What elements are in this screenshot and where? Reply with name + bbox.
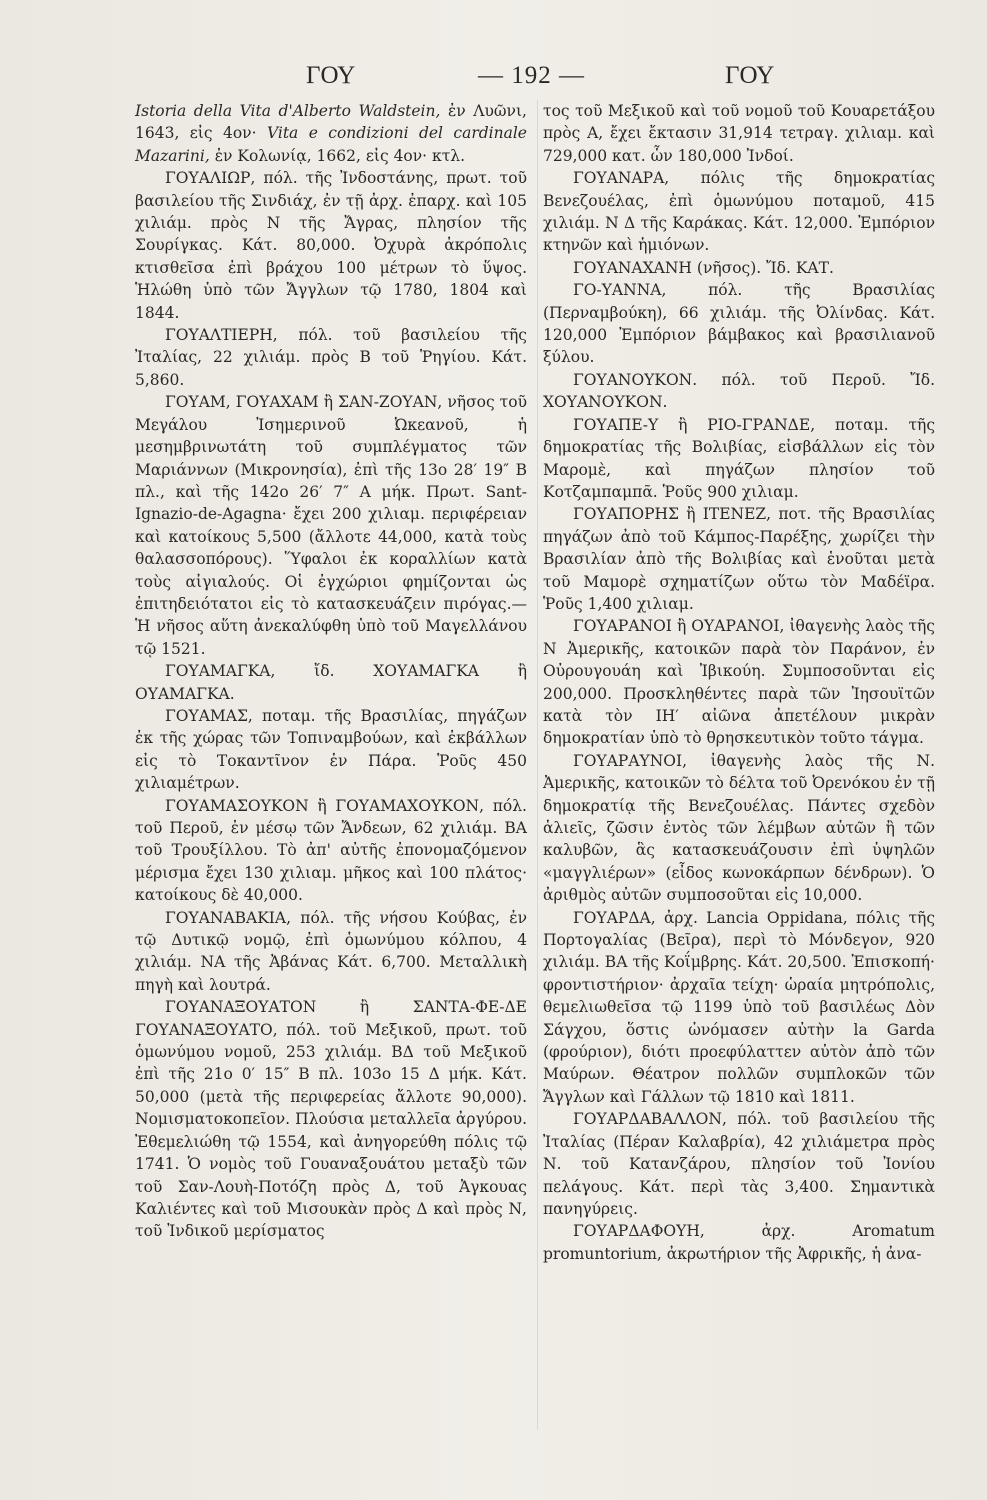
entry-body: πόλ. τοῦ Περοῦ. Ἴδ. ΧΟΥΑΝΟΥΚΟΝ. [543,370,935,412]
dictionary-entry [543,615,935,749]
page-number: — 192 — [478,62,585,89]
dictionary-entry [135,996,527,1242]
entry-title: ΓΟΥΑΜΑΓΚΑ, [165,662,276,681]
entry-body: πόλις τῆς δημοκρατίας Βενεζουέλας, ἐπὶ ὁμωνύμου ποταμοῦ, 415 χιλιάμ. Ν Δ τῆς Καράκας. Κάτ. 12,000. Ἐμπόριον κτηνῶν καὶ ἡμιόνων. [543,169,935,255]
dictionary-entry [543,1220,935,1265]
entry-title: ΓΟ-ΥΑΝΝΑ, [573,281,667,300]
header-left-guide-word: ΓΟΥ [306,62,356,89]
dictionary-entry [543,167,935,257]
entry-title: ΓΟΥΑΠΟΡΗΣ ἢ ΙΤΕΝΕΖ, [573,505,772,524]
entry-body-italic: Istoria della Vita d'Alberto Waldstein, [135,102,441,120]
right-column [543,100,935,1265]
entry-title: ΓΟΥΑΜΑΣΟΥΚΟΝ ἢ ΓΟΥΑΜΑΧΟΥΚΟΝ, [165,796,485,815]
entry-body: ποτ. τῆς Βρασιλίας πηγάζων ἀπὸ τοῦ Κάμπος-Παρέξης, χωρίζει τὴν Βρασιλίαν ἀπὸ τῆς Βολιβίας καὶ ἑνοῦται μετὰ τοῦ Μαμορὲ σχηματίζων οὕτω τὸν Μαδέϊρα. Ῥοῦς 1,400 χιλιαμ. [543,505,935,613]
dictionary-entry [135,167,527,324]
entry-title: ΓΟΥΑΝΑΧΑΝΗ [573,258,692,277]
dictionary-entry [135,324,527,391]
entry-body: πόλ. τῆς Βρασιλίας (Περναμβούκη), 66 χιλιάμ. τῆς Ὀλίνδας. Κάτ. 120,000 Ἐμπόριον βάμβακος καὶ βρασιλιανοῦ ξύλου. [543,281,935,367]
dictionary-entry [543,279,935,369]
dictionary-entry [135,795,527,907]
entry-title: ΓΟΥΑΡΑΝΟΙ ἢ ΟΥΑΡΑΝΟΙ, [573,617,785,636]
entry-title: ΓΟΥΑΛΙΩΡ, [165,169,256,188]
dictionary-entry [543,503,935,615]
entry-title: ΓΟΥΑΡΔΑΦΟΥΗ, [573,1222,705,1241]
entry-body: ἀρχ. Lancia Oppidana, πόλις τῆς Πορτογαλίας (Βεῖρα), περὶ τὸ Μόνδεγον, 920 χιλιάμ. ΒΑ τῆς Κοΐμβρης. Κάτ. 20,500. Ἐπισκοπή· φροντιστήριον· ἀρχαῖα τείχη· ὡραία μητρόπολις, θεμελιωθεῖσα τῷ 1199 ὑπὸ τοῦ βασιλέως Δὸν Σάγχου, ὅστις ὠνόμασεν αὐτὴν la Garda (φρούριον), διότι προεφύλαττεν αὐτὸν ἀπὸ τῶν Μαύρων. Θέατρον πολλῶν συμπλοκῶν τῶν Ἄγγλων καὶ Γάλλων τῷ 1810 καὶ 1811. [543,908,935,1106]
dictionary-entry [543,100,935,167]
entry-title: ΓΟΥΑΡΔΑΒΑΛΛΟΝ, [573,1110,727,1129]
entry-body: πόλ. τοῦ Περοῦ, ἐν μέσῳ τῶν Ἄνδεων, 62 χιλιάμ. ΒΑ τοῦ Τρουξίλλου. Τὸ ἀπ' αὐτῆς ἐπονομαζόμενον μέρισμα ἔχει 130 χιλιαμ. μῆκος καὶ 100 πλάτος· κατοίκους δὲ 40,000. [135,796,527,905]
entry-body: ἴδ. ΧΟΥΑΜΑΓΚΑ ἢ ΟΥΑΜΑΓΚΑ. [135,662,527,703]
dictionary-entry [543,414,935,504]
entry-title: ΓΟΥΑΝΑΞΟΥΑΤΟΝ ἢ ΣΑΝΤΑ-ΦΕ-ΔΕ ΓΟΥΑΝΑΞΟΥΑΤΟ, [135,998,527,1039]
dictionary-entry: Istoria della Vita d'Alberto Waldstein, ἐν Λυῶνι, 1643, εἰς 4ον· Vita e condizioni del cardinale Mazarini, ἐν Κολωνίᾳ, 1662, εἰς 4ον· κτλ. [135,102,527,165]
dictionary-entry [135,391,527,660]
entry-title: ΓΟΥΑΛΤΙΕΡΗ, [165,326,278,345]
entry-title: ΓΟΥΑΝΟΥΚΟΝ. [573,370,698,389]
entry-title: ΓΟΥΑΠΕ-Υ ἢ ΡΙΟ-ΓΡΑΝΔΕ, [573,415,816,434]
entry-title: ΓΟΥΑΡΔΑ, [573,908,656,927]
dictionary-entry [135,705,527,795]
entry-title: ΓΟΥΑΜ, ΓΟΥΑΧΑΜ ἢ ΣΑΝ-ΖΟΥΑΝ, [165,393,443,412]
entry-body-continued: ἐν Λυῶνι, 1643, εἰς 4ον· [135,102,527,143]
page-header [130,62,920,98]
dictionary-entry [543,907,935,1109]
entry-title: ΓΟΥΑΝΑΡΑ, [573,169,670,188]
entry-title: ΓΟΥΑΡΑΥΝΟΙ, [573,751,688,770]
entry-body: πόλ. τοῦ βασιλείου τῆς Ἰταλίας (Πέραν Καλαβρία), 42 χιλιάμετρα πρὸς Ν. τοῦ Κατανζάρου, πλησίον τοῦ Ἰονίου πελάγους. Κάτ. περὶ τὰς 3,400. Σημαντικὰ πανηγύρεις. [543,1110,935,1218]
left-column [135,100,527,1243]
entry-body: ἀρχ. Aromatum promuntorium, ἀκρωτήριον τῆς Ἀφρικῆς, ἡ ἀνα- [543,1222,935,1263]
dictionary-entry [135,907,527,997]
entry-body: ποταμ. τῆς Βρασιλίας, πηγάζων ἐκ τῆς χώρας τῶν Τοπιναμβούων, καὶ ἐκβάλλων εἰς τὸ Τοκαντῖνον ἐν Πάρα. Ῥοῦς 450 χιλιαμέτρων. [135,706,527,793]
entry-body: πόλ. τοῦ βασιλείου τῆς Ἰταλίας, 22 χιλιάμ. πρὸς Β τοῦ Ῥηγίου. Κάτ. 5,860. [135,326,527,389]
entry-body: πόλ. τοῦ Μεξικοῦ, πρωτ. τοῦ ὁμωνύμου νομοῦ, 253 χιλιάμ. ΒΔ τοῦ Μεξικοῦ ἐπὶ τῆς 21ο 0′ 15″ Β πλ. 103ο 15 Δ μήκ. Κάτ. 50,000 (μετὰ τῆς περιφερείας ἄλλοτε 90,000). Νομισματοκοπεῖον. Πλούσια μεταλλεῖα ἀργύρου. Ἐθεμελιώθη τῷ 1554, καὶ ἀνηγορεύθη πόλις τῷ 1741. Ὁ νομὸς τοῦ Γουαναξουάτου μεταξὺ τῶν τοῦ Σαν-Λουὴ-Ποτόζη πρὸς Δ, τοῦ Ἀγκουας Καλιέντες καὶ τοῦ Μισουκὰν πρὸς Δ καὶ πρὸς Ν, τοῦ Ἰνδικοῦ μερίσματος [135,1020,527,1241]
dictionary-entry [543,750,935,907]
dictionary-entry [543,1108,935,1220]
entry-body: τος τοῦ Μεξικοῦ καὶ τοῦ νομοῦ τοῦ Κουαρετάξου πρὸς Α, ἔχει ἔκτασιν 31,914 τετραγ. χιλιαμ. καὶ 729,000 κατ. ὧν 180,000 Ἰνδοί. [543,102,935,165]
dictionary-entry [543,257,935,279]
entry-title: ΓΟΥΑΝΑΒΑΚΙΑ, [165,908,292,927]
entry-body: (νῆσος). Ἴδ. ΚΑΤ. [696,258,834,277]
column-divider [537,100,538,1430]
dictionary-entry [135,660,527,705]
entry-body: ἰθαγενὴς λαὸς τῆς Ν Ἀμερικῆς, κατοικῶν παρὰ τὸν Παράνον, ἐν Οὐρουγουάη καὶ Ἰβικούη. Συμποσοῦνται εἰς 200,000. Προσκληθέντες παρὰ τῶν Ἰησουϊτῶν κατὰ τὸν ΙΗ′ αἰῶνα ἀπετέλουν μικρὰν δημοκρατίαν ὑπὸ τὸ θρησκευτικὸν τοῦτο τάγμα. [543,617,935,748]
header-right-guide-word: ΓΟΥ [725,62,775,89]
entry-body: πόλ. τῆς Ἰνδοστάνης, πρωτ. τοῦ βασιλείου τῆς Σινδιάχ, ἐν τῇ ἀρχ. ἐπαρχ. καὶ 105 χιλιάμ. πρὸς Ν τῆς Ἄγρας, πλησίον τῆς Σουρίγκας. Κάτ. 80,000. Ὀχυρὰ ἀκρόπολις κτισθεῖσα ἐπὶ βράχου 100 μέτρων τὸ ὕψος. Ἡλώθη ὑπὸ τῶν Ἄγγλων τῷ 1780, 1804 καὶ 1844. [135,169,527,322]
entry-body: ποταμ. τῆς δημοκρατίας τῆς Βολιβίας, εἰσβάλλων εἰς τὸν Μαρομὲ, καὶ πηγάζων πλησίον τοῦ Κοτζαμπαμπᾶ. Ῥοῦς 900 χιλιαμ. [543,415,936,501]
entry-title: ΓΟΥΑΜΑΣ, [165,706,253,725]
entry-body: νῆσος τοῦ Μεγάλου Ἰσημερινοῦ Ὠκεανοῦ, ἡ μεσημβρινωτάτη τοῦ συμπλέγματος τῶν Μαριάννων (Μικρονησία), ἐπὶ τῆς 13ο 28′ 19″ Β πλ., καὶ τῆς 142ο 26′ 7″ Α μήκ. Πρωτ. Sant-Ignazio-de-Agagna· ἔχει 200 χιλιαμ. περιφέρειαν καὶ κατοίκους 5,500 (ἄλλοτε 44,000, κατὰ τοὺς θαλασσοπόρους). Ὕφαλοι ἐκ κοραλλίων κατὰ τοὺς αἰγιαλούς. Οἱ ἐγχώριοι φημίζονται ὡς ἐπιτηδειότατοι εἰς τὸ κατασκευάζειν πιρόγας.—Ἡ νῆσος αὕτη ἀνεκαλύφθη ὑπὸ τοῦ Μαγελλάνου τῷ 1521. [135,393,527,658]
dictionary-entry [543,369,935,414]
entry-body: πόλ. τῆς νήσου Κούβας, ἐν τῷ Δυτικῷ νομῷ, ἐπὶ ὁμωνύμου κόλπου, 4 χιλιάμ. ΝΑ τῆς Ἀβάνας Κάτ. 6,700. Μεταλλικὴ πηγὴ καὶ λουτρά. [135,908,527,994]
entry-body: ἰθαγενὴς λαὸς τῆς Ν. Ἀμερικῆς, κατοικῶν τὸ δέλτα τοῦ Ὀρενόκου ἐν τῇ δημοκρατίᾳ τῆς Βενεζουέλας. Πάντες σχεδὸν ἁλιεῖς, ζῶσιν ἐντὸς τῶν λέμβων αὐτῶν ἢ τῶν καλυβῶν, ἃς κατασκευάζουσιν ἐπὶ ὑψηλῶν «μαγγλιέρων» (εἶδος κωνοκάρπων δένδρων). Ὁ ἀριθμὸς αὐτῶν συμποσοῦται εἰς 10,000. [543,751,935,905]
